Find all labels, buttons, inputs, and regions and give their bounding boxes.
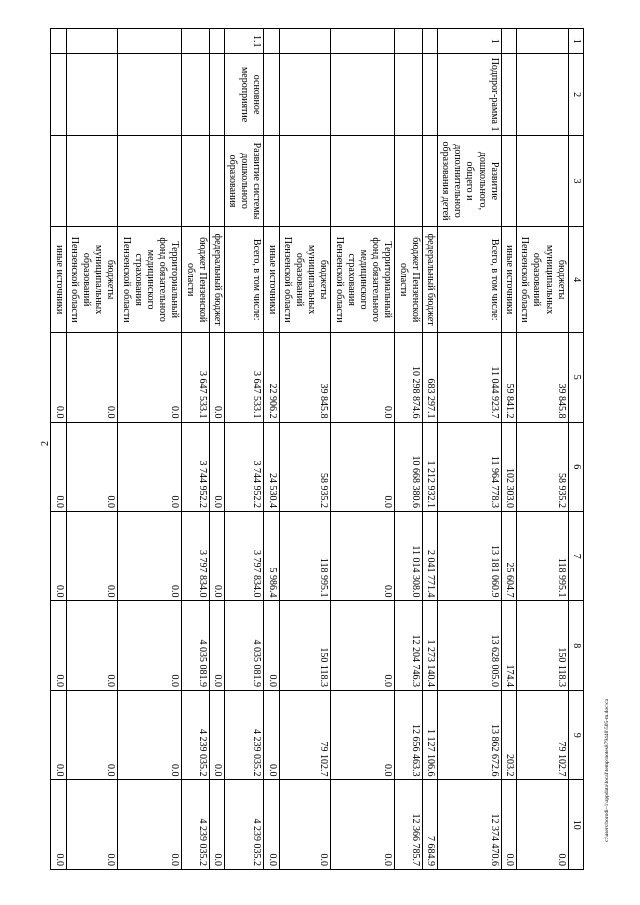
row-index-cell — [395, 29, 422, 54]
value-cell: 0.0 — [118, 333, 182, 422]
col-number: 10 — [568, 780, 583, 870]
value-cell: 174.4 — [501, 601, 516, 690]
col-number: 3 — [568, 135, 583, 227]
row-type-cell — [501, 54, 516, 135]
col-number: 4 — [568, 227, 583, 333]
table-row — [51, 29, 66, 870]
budget-table — [51, 28, 585, 870]
value-cell: 7 684.9 — [422, 780, 437, 870]
value-cell: 0.0 — [209, 780, 224, 870]
row-type-cell: основное мероприятие — [224, 54, 264, 135]
value-cell: 3 647 533.1 — [224, 333, 264, 422]
row-index-cell — [51, 29, 66, 54]
value-cell: 0.0 — [51, 601, 66, 690]
value-cell: 0.0 — [66, 780, 118, 870]
value-cell: 1 273 140.4 — [422, 601, 437, 690]
value-cell: 12 366 785.7 — [395, 780, 422, 870]
value-cell: 13 628 005.0 — [437, 601, 501, 690]
value-cell: 0.0 — [209, 422, 224, 511]
footer-file-path: c:\users\borodi~1\appdata\local\temp\notes879440\505-m.doc\ca — [604, 698, 610, 842]
row-name-cell — [66, 135, 118, 227]
value-cell: 22 906.2 — [264, 333, 279, 422]
value-cell: 4 239 035.2 — [182, 690, 209, 779]
value-cell: 0.0 — [331, 690, 395, 779]
row-name-cell — [501, 135, 516, 227]
table-body — [51, 29, 568, 870]
value-cell: 0.0 — [331, 780, 395, 870]
header-number-row — [568, 29, 583, 870]
row-type-cell — [182, 54, 209, 135]
value-cell: 3 647 533.1 — [182, 333, 209, 422]
value-cell: 4 239 035.2 — [182, 780, 209, 870]
funding-source-cell: бюджеты муниципальных образований Пензенской области — [279, 227, 331, 333]
value-cell: 0.0 — [264, 690, 279, 779]
row-name-cell — [517, 135, 569, 227]
funding-source-cell: иные источники — [501, 227, 516, 333]
rotated-table-container — [53, 28, 584, 870]
row-name-cell — [118, 135, 182, 227]
row-name-cell — [279, 135, 331, 227]
row-type-cell — [51, 54, 66, 135]
row-index-cell — [501, 29, 516, 54]
row-index-cell — [209, 29, 224, 54]
table-row — [331, 29, 395, 870]
value-cell: 0.0 — [51, 780, 66, 870]
value-cell: 0.0 — [264, 601, 279, 690]
row-name-cell — [264, 135, 279, 227]
funding-source-cell: иные источники — [264, 227, 279, 333]
table-row — [264, 29, 279, 870]
row-name-cell: Развитие дошкольного, общего и дополнительного образования детей — [437, 135, 501, 227]
value-cell: 12 656 463.3 — [395, 690, 422, 779]
value-cell: 24 530.4 — [264, 422, 279, 511]
value-cell: 3 797 834.0 — [182, 512, 209, 601]
row-type-cell — [395, 54, 422, 135]
row-index-cell — [66, 29, 118, 54]
value-cell: 3 744 952.2 — [224, 422, 264, 511]
row-index-cell — [422, 29, 437, 54]
row-type-cell — [264, 54, 279, 135]
col-number: 9 — [568, 690, 583, 779]
value-cell: 0.0 — [118, 601, 182, 690]
value-cell: 203.2 — [501, 690, 516, 779]
col-number: 6 — [568, 422, 583, 511]
row-type-cell — [331, 54, 395, 135]
row-type-cell: Подпрог-рамма 1 — [437, 54, 501, 135]
value-cell: 0.0 — [118, 690, 182, 779]
funding-source-cell: федеральный бюджет — [422, 227, 437, 333]
row-index-cell — [517, 29, 569, 54]
table-row — [182, 29, 209, 870]
value-cell: 4 035 081.9 — [224, 601, 264, 690]
value-cell: 4 239 035.2 — [224, 780, 264, 870]
value-cell: 118 995.1 — [517, 512, 569, 601]
value-cell: 0.0 — [51, 690, 66, 779]
table-row — [422, 29, 437, 870]
value-cell: 683 297.1 — [422, 333, 437, 422]
value-cell: 2 041 771.4 — [422, 512, 437, 601]
value-cell: 0.0 — [331, 422, 395, 511]
table-row — [118, 29, 182, 870]
row-type-cell — [279, 54, 331, 135]
value-cell: 102 303.0 — [501, 422, 516, 511]
value-cell: 0.0 — [331, 601, 395, 690]
value-cell: 5 986.4 — [264, 512, 279, 601]
row-name-cell — [209, 135, 224, 227]
value-cell: 4 239 035.2 — [224, 690, 264, 779]
row-index-cell — [182, 29, 209, 54]
value-cell: 0.0 — [209, 512, 224, 601]
row-index-cell — [279, 29, 331, 54]
value-cell: 0.0 — [51, 422, 66, 511]
table-row — [209, 29, 224, 870]
funding-source-cell: бюджеты муниципальных образований Пензенской области — [66, 227, 118, 333]
value-cell: 11 014 308.0 — [395, 512, 422, 601]
funding-source-cell: федеральный бюджет — [209, 227, 224, 333]
funding-source-cell: Территориальный фонд обязательного медицинского страхования Пензенской области — [118, 227, 182, 333]
value-cell: 150 118.3 — [279, 601, 331, 690]
value-cell: 0.0 — [209, 690, 224, 779]
funding-source-cell: бюджет Пензенской области — [182, 227, 209, 333]
row-name-cell — [422, 135, 437, 227]
table-row — [224, 29, 264, 870]
row-type-cell — [422, 54, 437, 135]
value-cell: 58 935.2 — [517, 422, 569, 511]
row-index-cell: 1.1 — [224, 29, 264, 54]
value-cell: 12 204 746.3 — [395, 601, 422, 690]
funding-source-cell: Всего, в том числе: — [224, 227, 264, 333]
value-cell: 3 744 952.2 — [182, 422, 209, 511]
value-cell: 0.0 — [118, 512, 182, 601]
col-number: 1 — [568, 29, 583, 54]
value-cell: 11 044 923.7 — [437, 333, 501, 422]
value-cell: 12 374 470.6 — [437, 780, 501, 870]
value-cell: 0.0 — [264, 780, 279, 870]
row-index-cell — [264, 29, 279, 54]
row-type-cell — [209, 54, 224, 135]
value-cell: 58 935.2 — [279, 422, 331, 511]
value-cell: 25 604.7 — [501, 512, 516, 601]
value-cell: 10 668 380.6 — [395, 422, 422, 511]
value-cell: 11 964 778.3 — [437, 422, 501, 511]
row-name-cell: Развитие системы дошкольного образования — [224, 135, 264, 227]
value-cell: 0.0 — [66, 690, 118, 779]
value-cell: 0.0 — [51, 512, 66, 601]
row-name-cell — [51, 135, 66, 227]
value-cell: 0.0 — [66, 601, 118, 690]
funding-source-cell: иные источники — [51, 227, 66, 333]
funding-source-cell: Всего, в том числе: — [437, 227, 501, 333]
value-cell: 1 127 106.6 — [422, 690, 437, 779]
row-name-cell — [182, 135, 209, 227]
table-row — [501, 29, 516, 870]
value-cell: 0.0 — [209, 333, 224, 422]
value-cell: 0.0 — [118, 422, 182, 511]
value-cell: 4 035 081.9 — [182, 601, 209, 690]
col-number: 5 — [568, 333, 583, 422]
col-number: 2 — [568, 54, 583, 135]
value-cell: 0.0 — [118, 780, 182, 870]
value-cell: 150 118.3 — [517, 601, 569, 690]
value-cell: 39 845.8 — [279, 333, 331, 422]
row-type-cell — [66, 54, 118, 135]
value-cell: 79 102.7 — [517, 690, 569, 779]
value-cell: 0.0 — [517, 780, 569, 870]
row-index-cell — [331, 29, 395, 54]
value-cell: 0.0 — [51, 333, 66, 422]
value-cell: 10 298 874.6 — [395, 333, 422, 422]
value-cell: 79 102.7 — [279, 690, 331, 779]
row-type-cell — [118, 54, 182, 135]
value-cell: 0.0 — [331, 512, 395, 601]
col-number: 7 — [568, 512, 583, 601]
funding-source-cell: бюджеты муниципальных образований Пензенской области — [517, 227, 569, 333]
row-name-cell — [395, 135, 422, 227]
row-index-cell: 1 — [437, 29, 501, 54]
value-cell: 0.0 — [209, 601, 224, 690]
table-row — [395, 29, 422, 870]
value-cell: 118 995.1 — [279, 512, 331, 601]
col-number: 8 — [568, 601, 583, 690]
value-cell: 3 797 834.0 — [224, 512, 264, 601]
value-cell: 0.0 — [66, 422, 118, 511]
row-index-cell — [118, 29, 182, 54]
page-number: 2 — [40, 441, 51, 446]
table-row — [279, 29, 331, 870]
value-cell: 0.0 — [66, 512, 118, 601]
funding-source-cell: бюджет Пензенской области — [395, 227, 422, 333]
value-cell: 0.0 — [501, 780, 516, 870]
value-cell: 39 845.8 — [517, 333, 569, 422]
value-cell: 1 212 932.1 — [422, 422, 437, 511]
table-row — [66, 29, 118, 870]
row-type-cell — [517, 54, 569, 135]
row-name-cell — [331, 135, 395, 227]
value-cell: 0.0 — [331, 333, 395, 422]
value-cell: 13 862 672.6 — [437, 690, 501, 779]
value-cell: 0.0 — [279, 780, 331, 870]
value-cell: 0.0 — [66, 333, 118, 422]
table-row — [517, 29, 569, 870]
table-row — [437, 29, 501, 870]
value-cell: 13 181 060.9 — [437, 512, 501, 601]
value-cell: 59 841.2 — [501, 333, 516, 422]
funding-source-cell: Территориальный фонд обязательного медицинского страхования Пензенской области — [331, 227, 395, 333]
